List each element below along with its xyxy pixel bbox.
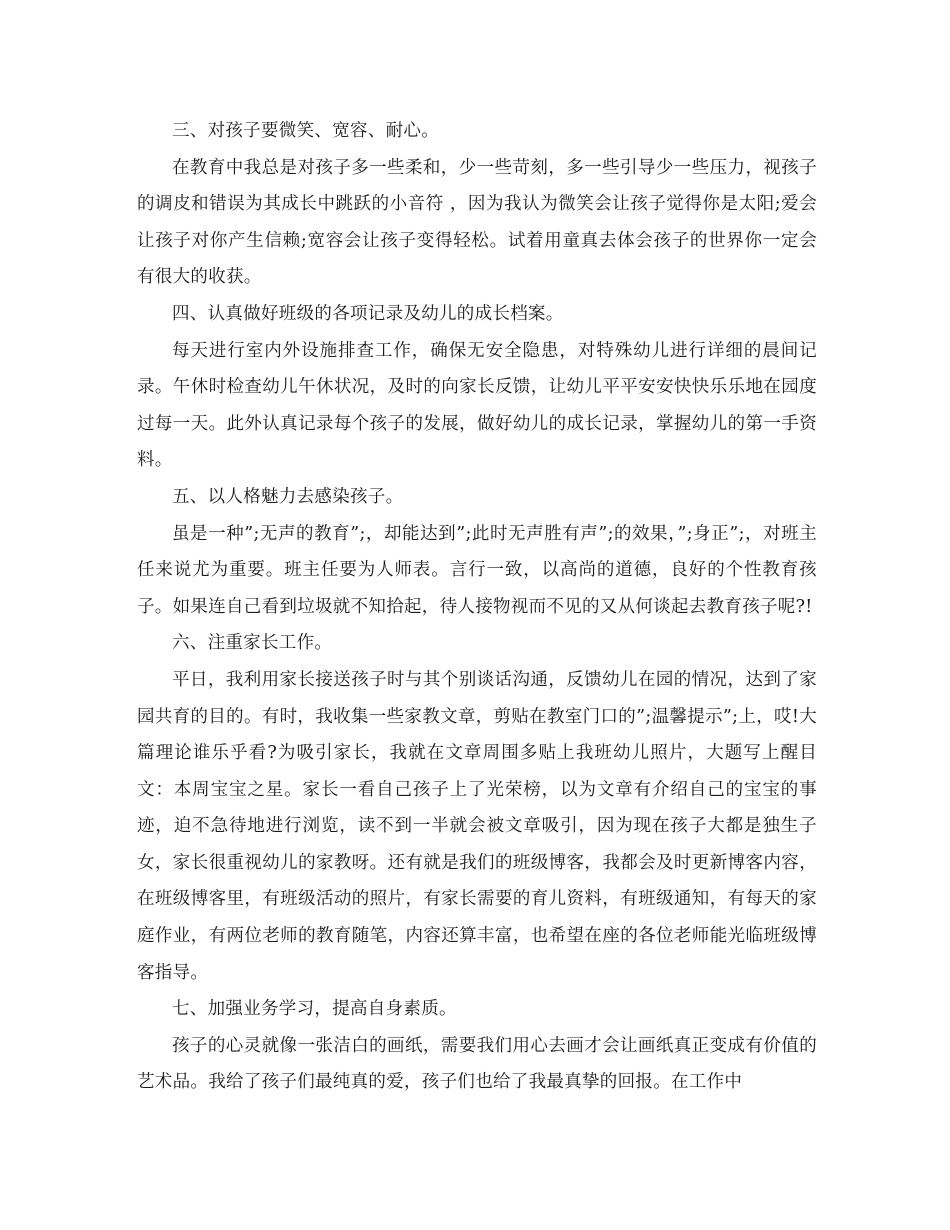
body-paragraph: 在教育中我总是对孩子多一些柔和，少一些苛刻，多一些引导少一些压力，视孩子的调皮和错误为其成长中跳跃的小音符 ，因为我认为微笑会让孩子觉得你是太阳;爱会让孩子对你产生信赖;宽容会让孩子变得轻松。试着用童真去体会孩子的世界你一定会有很大的收获。 [137, 157, 817, 288]
section-heading-6: 六、注重家长工作。 [172, 633, 333, 654]
section-heading-5: 五、以人格魅力去感染孩子。 [172, 486, 404, 507]
section-heading-3: 三、对孩子要微笑、宽容、耐心。 [172, 121, 439, 141]
body-paragraph: 孩子的心灵就像一张洁白的画纸，需要我们用心去画才会让画纸真正变成有价值的艺术品。我给了孩子们最纯真的爱，孩子们也给了我最真挚的回报。在工作中 [137, 1035, 817, 1093]
section-heading-7: 七、加强业务学习，提高自身素质。 [172, 999, 457, 1020]
body-paragraph: 平日，我利用家长接送孩子时与其个别谈话沟通，反馈幼儿在园的情况，达到了家园共育的目的。有时，我收集一些家教文章，剪贴在教室门口的”;温馨提示”;上，哎!大篇理论谁乐乎看?为吸引家长，我就在文章周围多贴上我班幼儿照片，大题写上醒目文：本周宝宝之星。家长一看自己孩子上了光荣榜，以为文章有介绍自己的宝宝的事迹，迫不急待地进行浏览，读不到一半就会被文章吸引，因为现在孩子大都是独生子女，家长很重视幼儿的家教呀。还有就是我们的班级博客，我都会及时更新博客内容，在班级博客里，有班级活动的照片，有家长需要的育儿资料，有班级通知，有每天的家庭作业，有两位老师的教育随笔，内容还算丰富，也希望在座的各位老师能光临班级博客指导。 [137, 669, 817, 983]
section-heading-4: 四、认真做好班级的各项记录及幼儿的成长档案。 [172, 303, 564, 324]
body-paragraph: 虽是一种”;无声的教育”;，却能达到”;此时无声胜有声”;的效果，”;身正”;，对班主任来说尤为重要。班主任要为人师表。言行一致，以高尚的道德，良好的个性教育孩子。如果连自己看到垃圾就不知拾起，待人接物视而不见的又从何谈起去教育孩子呢?! [137, 523, 817, 617]
document-body [137, 113, 817, 1101]
body-paragraph: 每天进行室内外设施排查工作，确保无安全隐患，对特殊幼儿进行详细的晨间记录。午休时检查幼儿午休状况，及时的向家长反馈，让幼儿平平安安快快乐乐地在园度过每一天。此外认真记录每个孩子的发展，做好幼儿的成长记录，掌握幼儿的第一手资料。 [137, 340, 817, 471]
